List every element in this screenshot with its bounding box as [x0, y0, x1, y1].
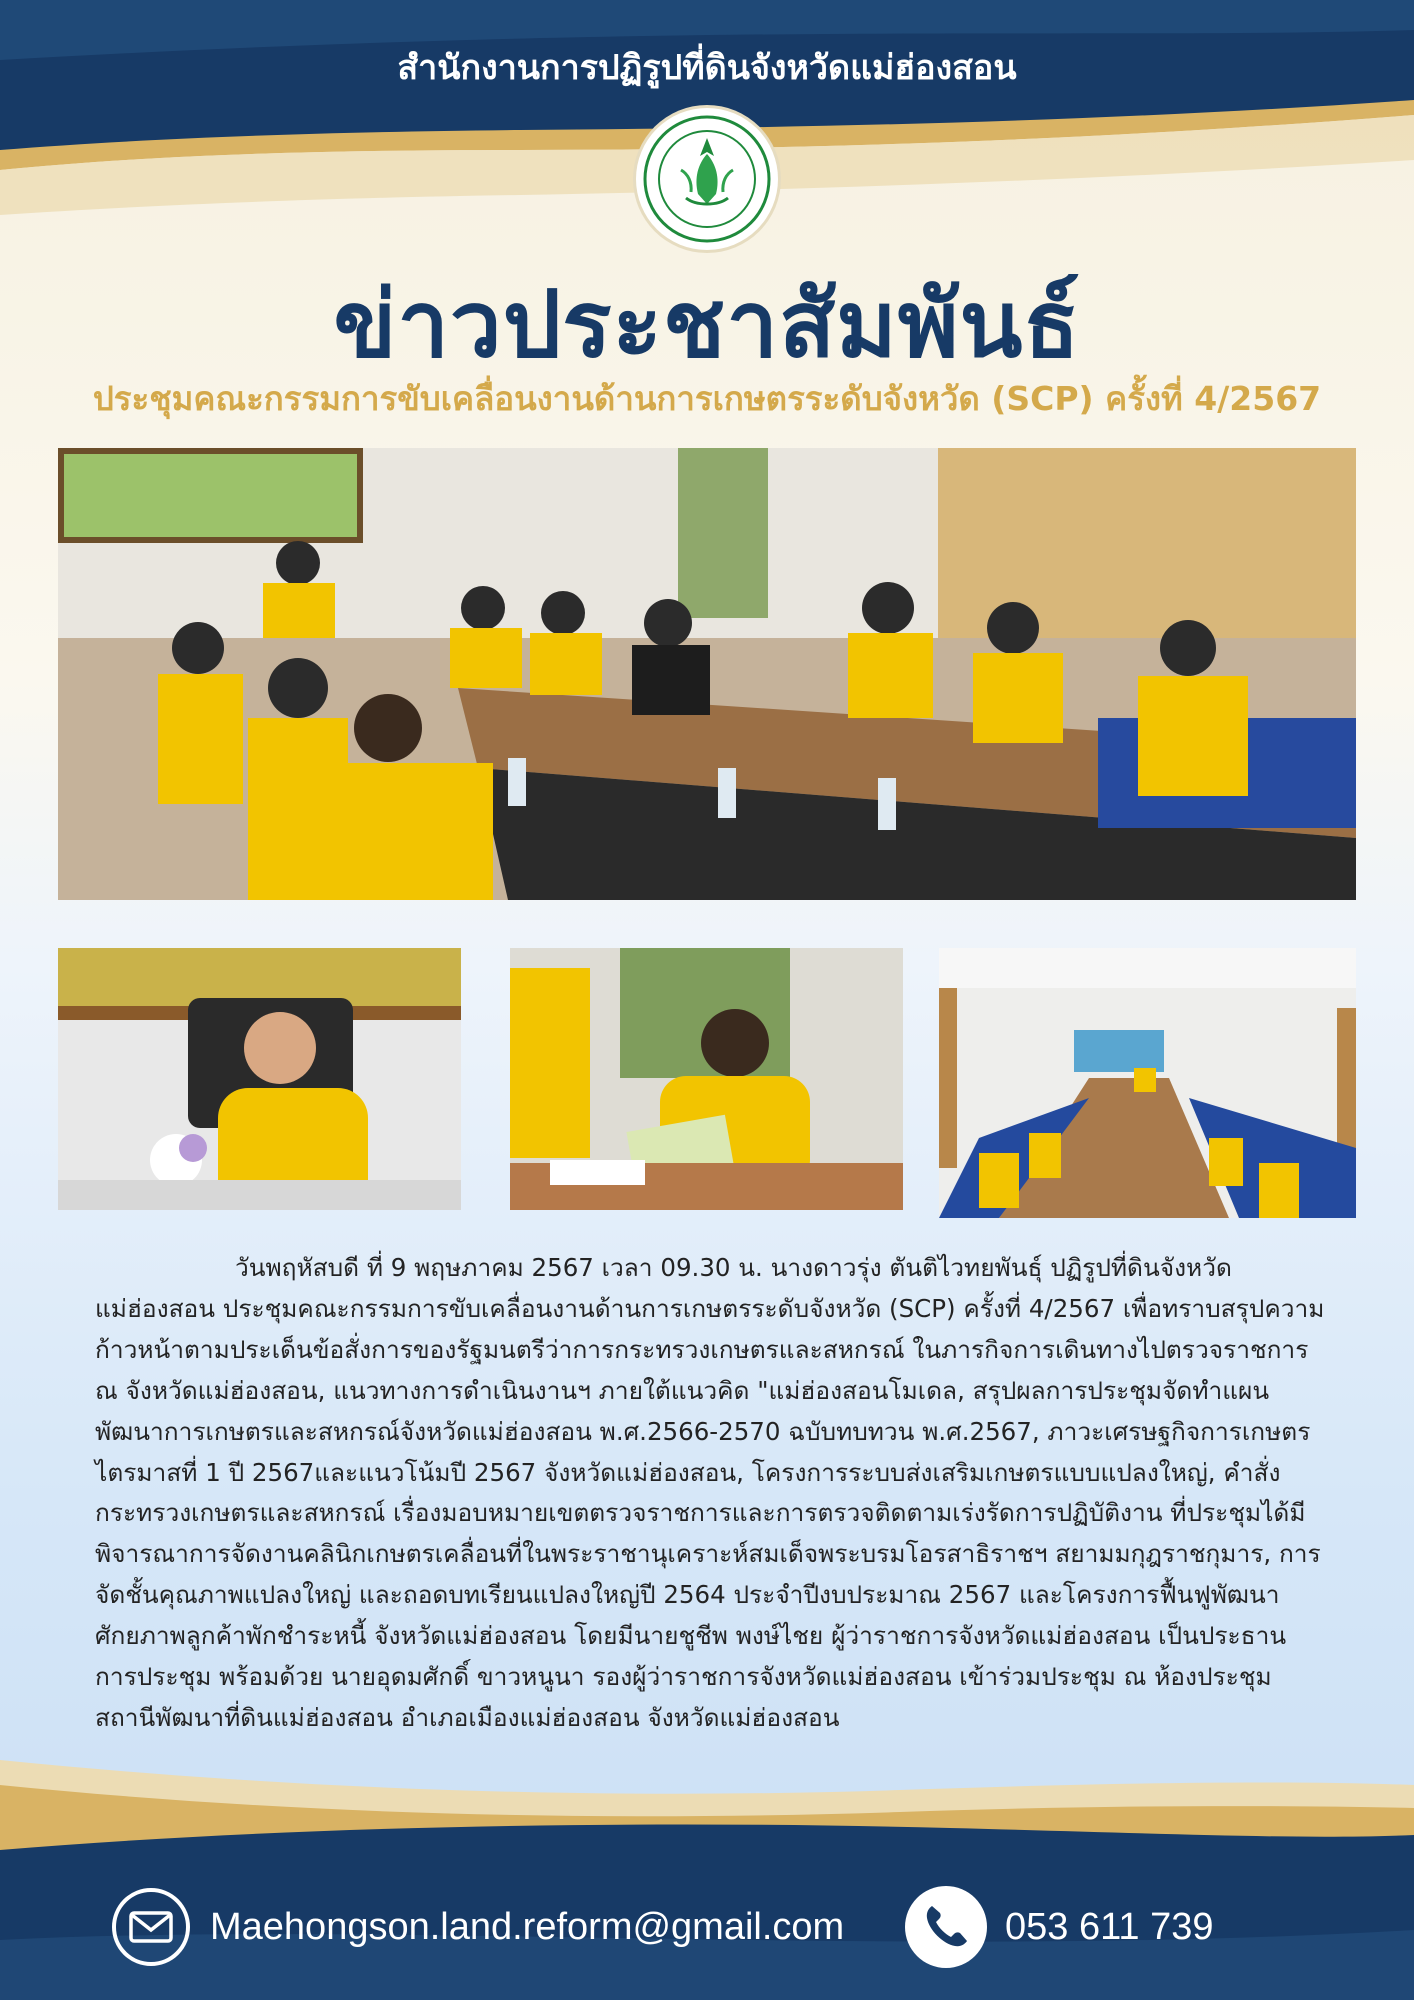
subtitle: ประชุมคณะกรรมการขับเคลื่อนงานด้านการเกษตรระดับจังหวัด (SCP) ครั้งที่ 4/2567 [92, 379, 1322, 418]
email-address[interactable]: Maehongson.land.reform@gmail.com [210, 1905, 845, 1948]
chairman-photo [58, 948, 461, 1210]
news-body: วันพฤหัสบดี ที่ 9 พฤษภาคม 2567 เวลา 09.30 น. นางดาวรุ่ง ตันติไวทยพันธุ์ ปฏิรูปที่ดินจังหวัดแม่ฮ่องสอน ประชุมคณะกรรมการขับเคลื่อนงานด้านการเกษตรระดับจังหวัด (SCP) ครั้งที่ 4/2567 เพื่อทราบสรุปความก้าวหน้าตามประเด็นข้อสั่งการของรัฐมนตรีว่าการกระทรวงเกษตรและสหกรณ์ ในภารกิจการเดินทางไปตรวจราชการ ณ จังหวัดแม่ฮ่องสอน, แนวทางการดำเนินงานฯ ภายใต้แนวคิด "แม่ฮ่องสอนโมเดล, สรุปผลการประชุมจัดทำแผนพัฒนาการเกษตรและสหกรณ์จังหวัดแม่ฮ่องสอน พ.ศ.2566-2570 ฉบับทบทวน พ.ศ.2567, ภาวะเศรษฐกิจการเกษตร ไตรมาสที่ 1 ปี 2567และแนวโน้มปี 2567 จังหวัดแม่ฮ่องสอน, โครงการระบบส่งเสริมเกษตรแบบแปลงใหญ่, คำสั่งกระทรวงเกษตรและสหกรณ์ เรื่องมอบหมายเขตตรวจราชการและการตรวจติดตามเร่งรัดการปฏิบัติงาน ที่ประชุมได้มีพิจารณาการจัดงานคลินิกเกษตรเคลื่อนที่ในพระราชานุเคราะห์สมเด็จพระบรมโอรสาธิราชฯ สยามมกุฎราชกุมาร, การจัดชั้นคุณภาพแปลงใหญ่ และถอดบทเรียนแปลงใหญ่ปี 2564 ประจำปีงบประมาณ 2567 และโครงการฟื้นฟูพัฒนาศักยภาพลูกค้าพักชำระหนี้ จังหวัดแม่ฮ่องสอน โดยมีนายชูชีพ พงษ์ไชย ผู้ว่าราชการจังหวัดแม่ฮ่องสอน เป็นประธานการประชุม พร้อมด้วย นายอุดมศักดิ์ ขาวหนูนา รองผู้ว่าราชการจังหวัดแม่ฮ่องสอน เข้าร่วมประชุม ณ ห้องประชุมสถานีพัฒนาที่ดินแม่ฮ่องสอน อำเภอเมืองแม่ฮ่องสอน จังหวัดแม่ฮ่องสอน [95, 1253, 1325, 1732]
phone-number[interactable]: 053 611 739 [1005, 1905, 1214, 1948]
organization-title: สำนักงานการปฏิรูปที่ดินจังหวัดแม่ฮ่องสอน [397, 48, 1017, 88]
alro-seal-icon [636, 108, 778, 250]
official-reading-photo [510, 948, 903, 1210]
email-contact[interactable] [110, 1885, 844, 1969]
phone-icon [905, 1886, 987, 1968]
envelope-icon [110, 1886, 192, 1968]
meeting-overview-photo [58, 448, 1356, 900]
phone-contact[interactable] [905, 1885, 1214, 1969]
headline: ข่าวประชาสัมพันธ์ [333, 271, 1081, 378]
meeting-room-photo [939, 948, 1356, 1218]
